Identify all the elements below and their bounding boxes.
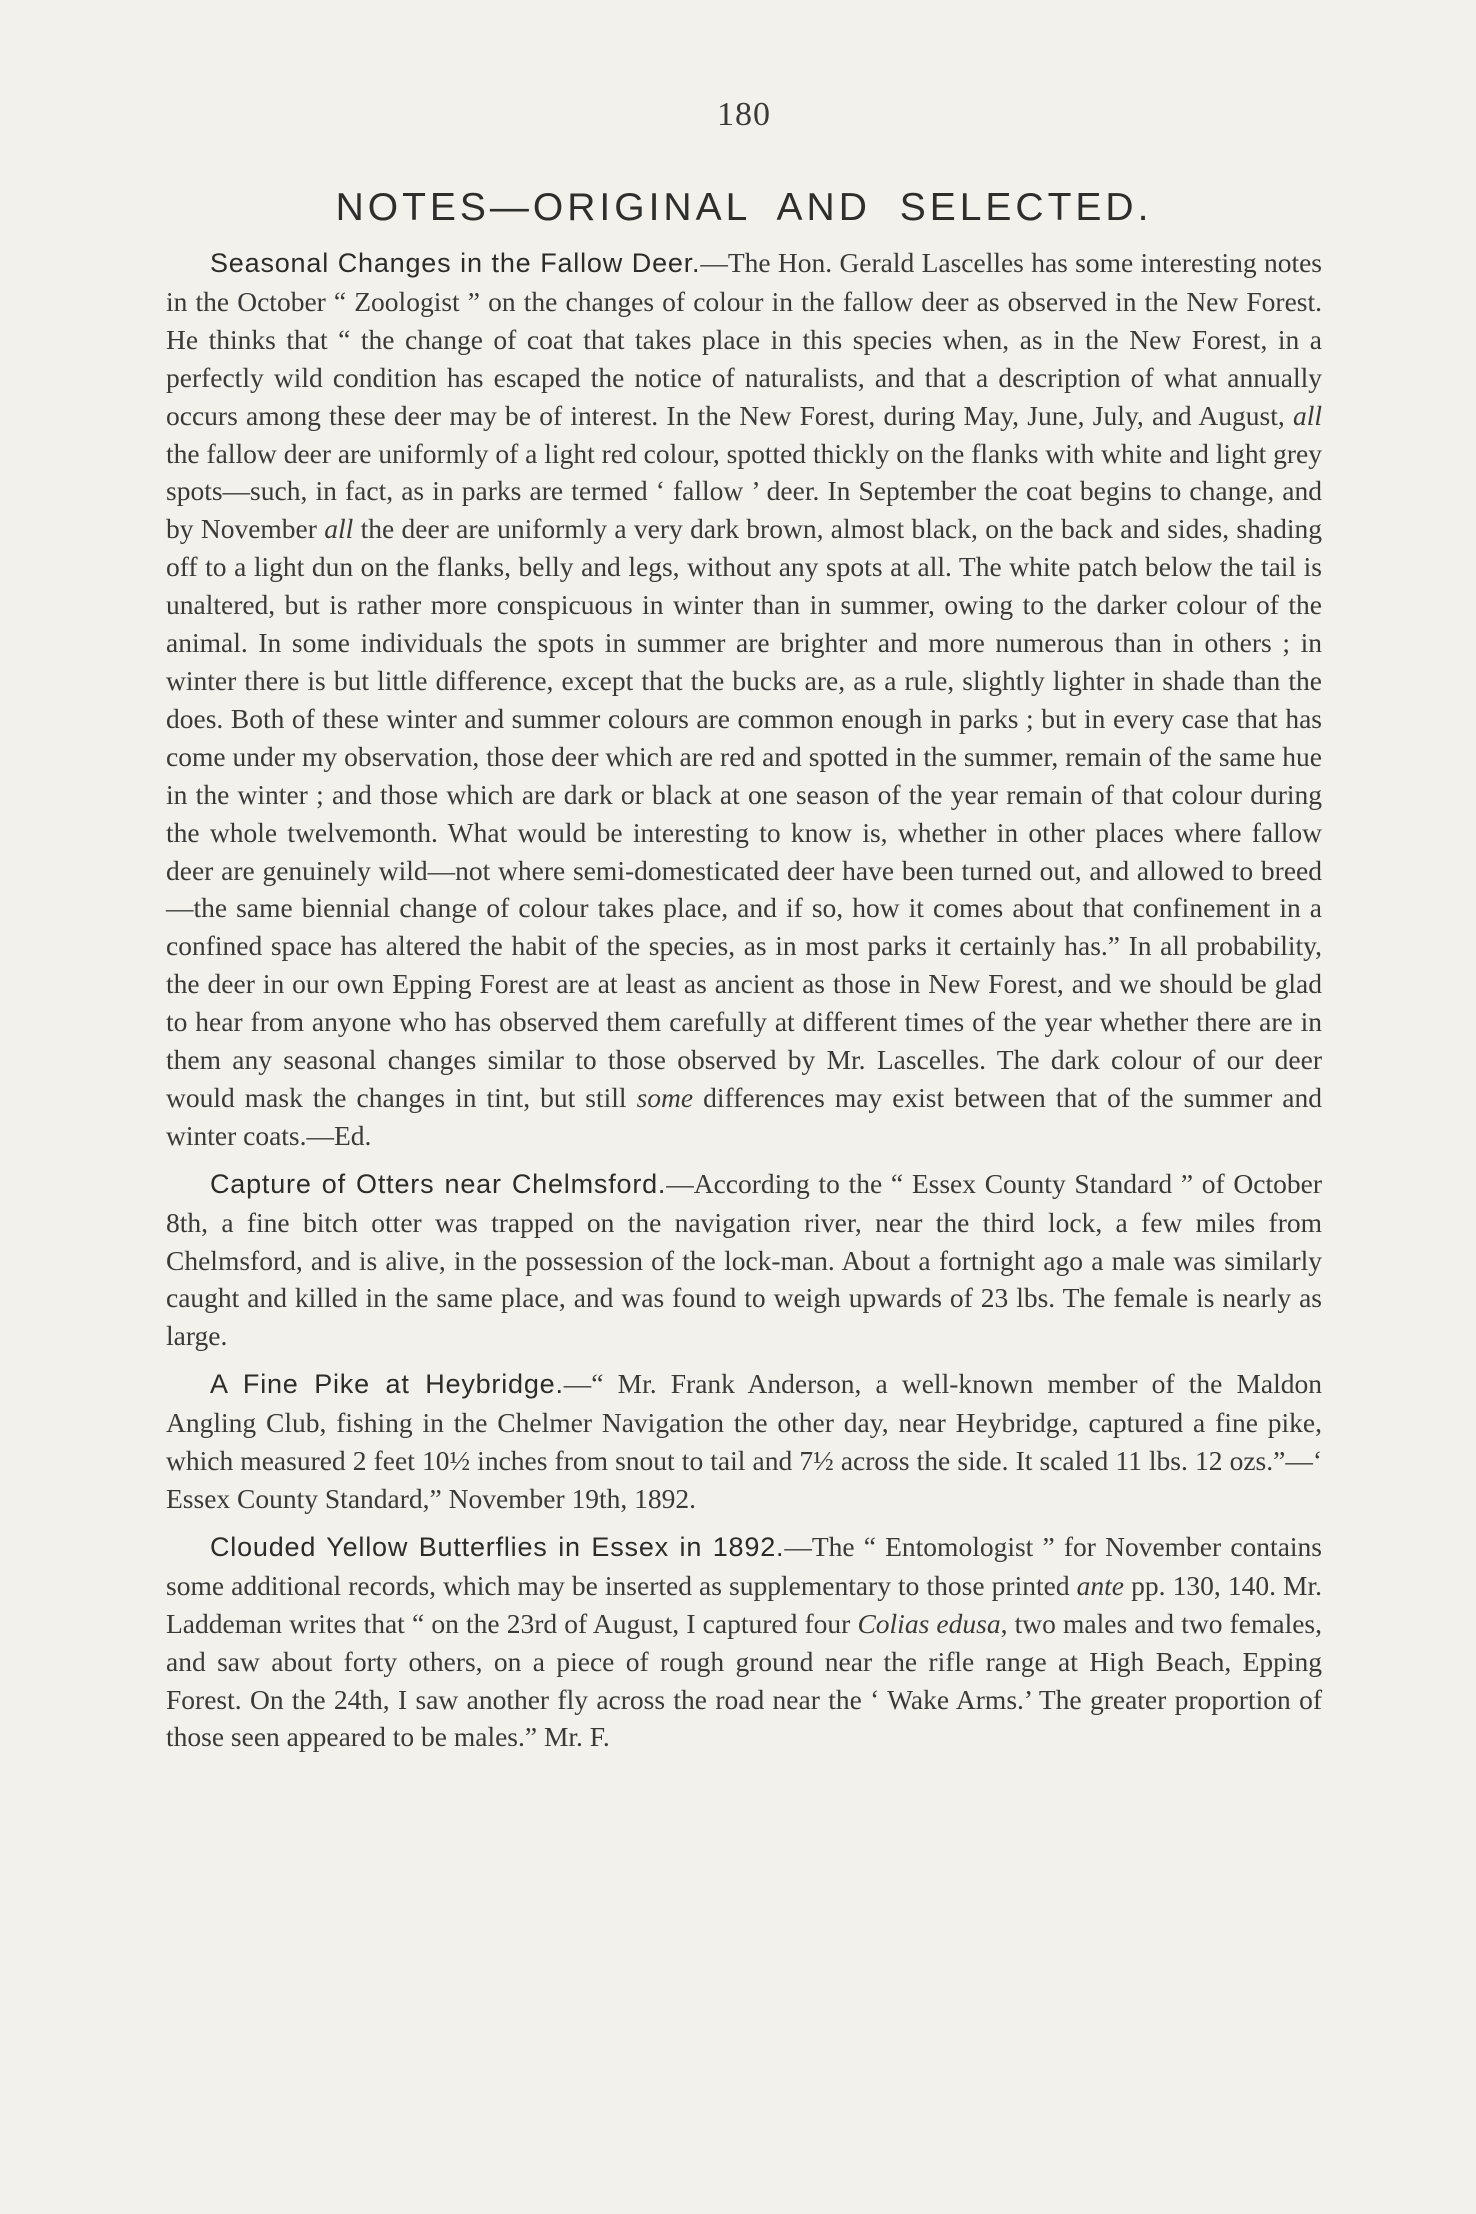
article-seasonal-changes: [166, 244, 1322, 1155]
article-title: Seasonal Changes in the Fallow Deer.: [210, 248, 701, 278]
section-heading: NOTES—ORIGINAL AND SELECTED.: [335, 186, 1153, 229]
article-clouded-yellow: [166, 1528, 1322, 1756]
article-text: —“ Mr. Frank Anderson, a well-known member of the Maldon Angling Club, fishing in the Chelmer Navigation the other day, near Heybridge, captured a fine pike, which measured 2 feet 10½ inches from snout to tail and 7½ across the side. It scaled 11 lbs. 12 ozs.”—‘ Essex County Standard,” November 19th, 1892.: [166, 1368, 1322, 1514]
article-text: the fallow deer are uniformly of a light red colour, spotted thickly on the flanks with white and light grey spots—such, in fact, as in parks are termed ‘ fallow ’ deer. In September the coat begins to change, and by November: [166, 437, 1322, 545]
article-pike: [166, 1365, 1322, 1518]
article-title: Capture of Otters near Chelmsford.: [210, 1168, 667, 1199]
page-number: 180: [717, 96, 771, 133]
article-text: pp. 130, 140. Mr. Laddeman writes that “ on the 23rd of August, I captured four: [166, 1569, 1323, 1639]
article-title: A Fine Pike at Heybridge.: [210, 1369, 564, 1400]
article-text: —According to the “ Essex County Standard ” of October 8th, a fine bitch otter was trapped on the navigation river, near the third lock, a few miles from Chelmsford, and is alive, in the possession of the lock-man. About a fortnight ago a male was similarly caught and killed in the same place, and was found to weigh upwards of 23 lbs. The female is nearly as large.: [166, 1167, 1322, 1352]
article-text-italic: Colias edusa: [857, 1607, 1001, 1639]
article-text-italic: all: [1292, 399, 1322, 431]
article-text: differences may exist between that of the summer and winter coats.—Ed.: [166, 1081, 1322, 1151]
article-text: , two males and two females, and saw about forty others, on a piece of rough ground near the rifle range at High Beach, Epping Forest. On the 24th, I saw another fly across the road near the ‘ Wake Arms.’ The greater proportion of those seen appeared to be males.” Mr. F.: [166, 1607, 1322, 1753]
article-text-italic: all: [324, 513, 354, 545]
article-text: —The “ Entomologist ” for November contains some additional records, which may be inserted as supplementary to those printed: [166, 1530, 1322, 1601]
article-text: the deer are uniformly a very dark brown, almost black, on the back and sides, shading off to a light dun on the flanks, belly and legs, without any spots at all. The white patch below the tail is unaltered, but is rather more conspicuous in winter than in summer, owing to the darker colour of the animal. In some individuals the spots in summer are brighter and more numerous than in others ; in winter there is but little difference, except that the bucks are, as a rule, slightly lighter in shade than the does. Both of these winter and summer colours are common enough in parks ; but in every case that has come under my observation, those deer which are red and spotted in the summer, remain of the same hue in the winter ; and those which are dark or black at one season of the year remain of that colour during the whole twelvemonth. What would be interesting to know is, whether in other places where fallow deer are genuinely wild—not where semi-domesticated deer have been turned out, and allowed to breed—the same biennial change of colour takes place, and if so, how it comes about that confinement in a confined space has altered the habit of the species, as in most parks it certainly has.” In all probability, the deer in our own Epping Forest are at least as ancient as those in New Forest, and we should be glad to hear from anyone who has observed them carefully at different times of the year whether there are in them any seasonal changes similar to those observed by Mr. Lascelles. The dark colour of our deer would mask the changes in tint, but still: [166, 513, 1322, 1113]
article-title: Clouded Yellow Butterflies in Essex in 1892.: [210, 1531, 785, 1562]
article-text-italic: some: [636, 1081, 694, 1113]
article-otters: [166, 1165, 1322, 1356]
article-text-italic: ante: [1076, 1569, 1125, 1601]
article-text: —The Hon. Gerald Lascelles has some interesting notes in the October “ Zoologist ” on the changes of colour in the fallow deer as observed in the New Forest. He thinks that “ the change of coat that takes place in this species when, as in the New Forest, in a perfectly wild condition has escaped the notice of naturalists, and that a description of what annually occurs among these deer may be of interest. In the New Forest, during May, June, July, and August,: [166, 247, 1323, 431]
